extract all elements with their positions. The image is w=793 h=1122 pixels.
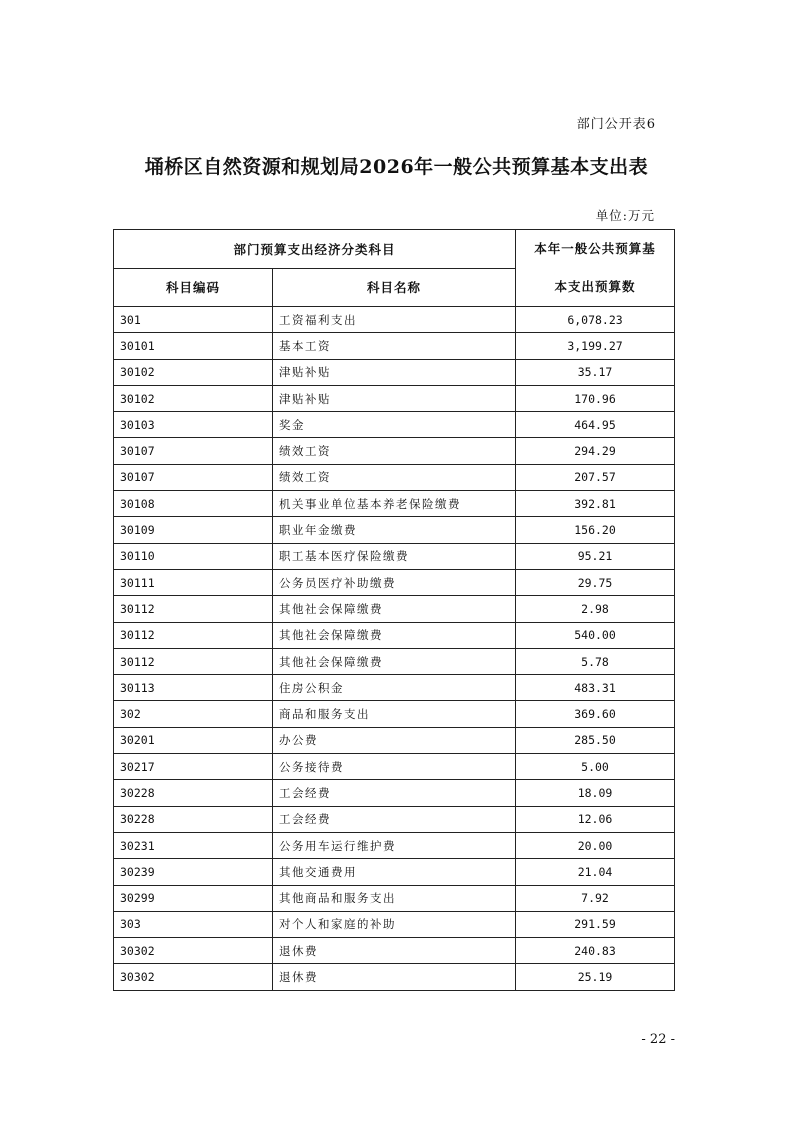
code-cell: 30101 <box>114 333 273 359</box>
name-cell: 退休费 <box>273 938 516 964</box>
name-cell: 工资福利支出 <box>273 307 516 333</box>
name-cell: 其他社会保障缴费 <box>273 622 516 648</box>
table-row <box>114 517 675 543</box>
code-cell: 30111 <box>114 569 273 595</box>
name-cell: 工会经费 <box>273 806 516 832</box>
table-row <box>114 385 675 411</box>
code-cell: 30231 <box>114 832 273 858</box>
name-cell: 退休费 <box>273 964 516 990</box>
amount-cell: 156.20 <box>516 517 675 543</box>
code-cell: 30107 <box>114 464 273 490</box>
amount-cell: 240.83 <box>516 938 675 964</box>
table-row <box>114 491 675 517</box>
table-row <box>114 806 675 832</box>
table-row <box>114 885 675 911</box>
table-row <box>114 622 675 648</box>
name-cell: 对个人和家庭的补助 <box>273 911 516 937</box>
table-row <box>114 464 675 490</box>
table-row <box>114 307 675 333</box>
code-cell: 30228 <box>114 780 273 806</box>
amount-cell: 285.50 <box>516 727 675 753</box>
amount-cell: 540.00 <box>516 622 675 648</box>
amount-cell: 207.57 <box>516 464 675 490</box>
name-cell: 绩效工资 <box>273 438 516 464</box>
amount-cell: 3,199.27 <box>516 333 675 359</box>
amount-cell: 29.75 <box>516 569 675 595</box>
name-cell: 公务员医疗补助缴费 <box>273 569 516 595</box>
code-cell: 30228 <box>114 806 273 832</box>
unit-label: 单位:万元 <box>595 208 655 223</box>
code-cell: 30239 <box>114 859 273 885</box>
code-cell: 30113 <box>114 675 273 701</box>
name-cell: 商品和服务支出 <box>273 701 516 727</box>
name-cell: 其他社会保障缴费 <box>273 596 516 622</box>
code-header: 科目编码 <box>114 268 273 307</box>
code-cell: 30112 <box>114 648 273 674</box>
name-cell: 公务接待费 <box>273 754 516 780</box>
name-header: 科目名称 <box>273 268 516 307</box>
page-title: 埇桥区自然资源和规划局2026年一般公共预算基本支出表 <box>144 156 649 178</box>
amount-header-line1: 本年一般公共预算基 <box>534 241 656 256</box>
table-row <box>114 727 675 753</box>
table-row <box>114 333 675 359</box>
code-cell: 30302 <box>114 964 273 990</box>
amount-cell: 483.31 <box>516 675 675 701</box>
amount-header-line2: 本支出预算数 <box>554 279 636 294</box>
amount-cell: 392.81 <box>516 491 675 517</box>
table-row <box>114 832 675 858</box>
amount-cell: 25.19 <box>516 964 675 990</box>
code-cell: 30302 <box>114 938 273 964</box>
amount-cell: 291.59 <box>516 911 675 937</box>
amount-cell: 5.78 <box>516 648 675 674</box>
name-cell: 绩效工资 <box>273 464 516 490</box>
table-row <box>114 412 675 438</box>
name-cell: 其他交通费用 <box>273 859 516 885</box>
name-cell: 职工基本医疗保险缴费 <box>273 543 516 569</box>
code-cell: 30112 <box>114 596 273 622</box>
amount-cell: 464.95 <box>516 412 675 438</box>
amount-cell: 18.09 <box>516 780 675 806</box>
code-cell: 30109 <box>114 517 273 543</box>
table-row <box>114 675 675 701</box>
code-cell: 303 <box>114 911 273 937</box>
name-cell: 津贴补贴 <box>273 359 516 385</box>
table-body <box>114 307 675 991</box>
table-row <box>114 701 675 727</box>
name-cell: 办公费 <box>273 727 516 753</box>
name-cell: 机关事业单位基本养老保险缴费 <box>273 491 516 517</box>
table-row <box>114 543 675 569</box>
amount-cell: 95.21 <box>516 543 675 569</box>
table-row <box>114 596 675 622</box>
budget-table <box>113 229 675 991</box>
table-row <box>114 569 675 595</box>
code-cell: 30299 <box>114 885 273 911</box>
amount-cell: 20.00 <box>516 832 675 858</box>
table-row <box>114 438 675 464</box>
group-header: 部门预算支出经济分类科目 <box>114 230 516 269</box>
code-cell: 30110 <box>114 543 273 569</box>
page-label: 部门公开表6 <box>576 117 656 132</box>
code-cell: 30107 <box>114 438 273 464</box>
name-cell: 公务用车运行维护费 <box>273 832 516 858</box>
amount-header <box>516 230 675 307</box>
amount-cell: 2.98 <box>516 596 675 622</box>
name-cell: 职业年金缴费 <box>273 517 516 543</box>
name-cell: 住房公积金 <box>273 675 516 701</box>
code-cell: 30201 <box>114 727 273 753</box>
code-cell: 30108 <box>114 491 273 517</box>
amount-cell: 294.29 <box>516 438 675 464</box>
code-cell: 30103 <box>114 412 273 438</box>
name-cell: 其他社会保障缴费 <box>273 648 516 674</box>
table-row <box>114 859 675 885</box>
table-row <box>114 754 675 780</box>
name-cell: 基本工资 <box>273 333 516 359</box>
table-row <box>114 964 675 990</box>
amount-cell: 5.00 <box>516 754 675 780</box>
table-row <box>114 911 675 937</box>
code-cell: 301 <box>114 307 273 333</box>
amount-cell: 35.17 <box>516 359 675 385</box>
table-row <box>114 648 675 674</box>
code-cell: 30112 <box>114 622 273 648</box>
amount-cell: 12.06 <box>516 806 675 832</box>
code-cell: 30102 <box>114 359 273 385</box>
amount-cell: 6,078.23 <box>516 307 675 333</box>
name-cell: 奖金 <box>273 412 516 438</box>
table-row <box>114 780 675 806</box>
name-cell: 工会经费 <box>273 780 516 806</box>
amount-cell: 369.60 <box>516 701 675 727</box>
amount-cell: 170.96 <box>516 385 675 411</box>
code-cell: 30102 <box>114 385 273 411</box>
amount-cell: 7.92 <box>516 885 675 911</box>
table-row <box>114 359 675 385</box>
page-number: - 22 - <box>641 1032 675 1047</box>
amount-cell: 21.04 <box>516 859 675 885</box>
code-cell: 302 <box>114 701 273 727</box>
name-cell: 其他商品和服务支出 <box>273 885 516 911</box>
table-row <box>114 938 675 964</box>
code-cell: 30217 <box>114 754 273 780</box>
name-cell: 津贴补贴 <box>273 385 516 411</box>
